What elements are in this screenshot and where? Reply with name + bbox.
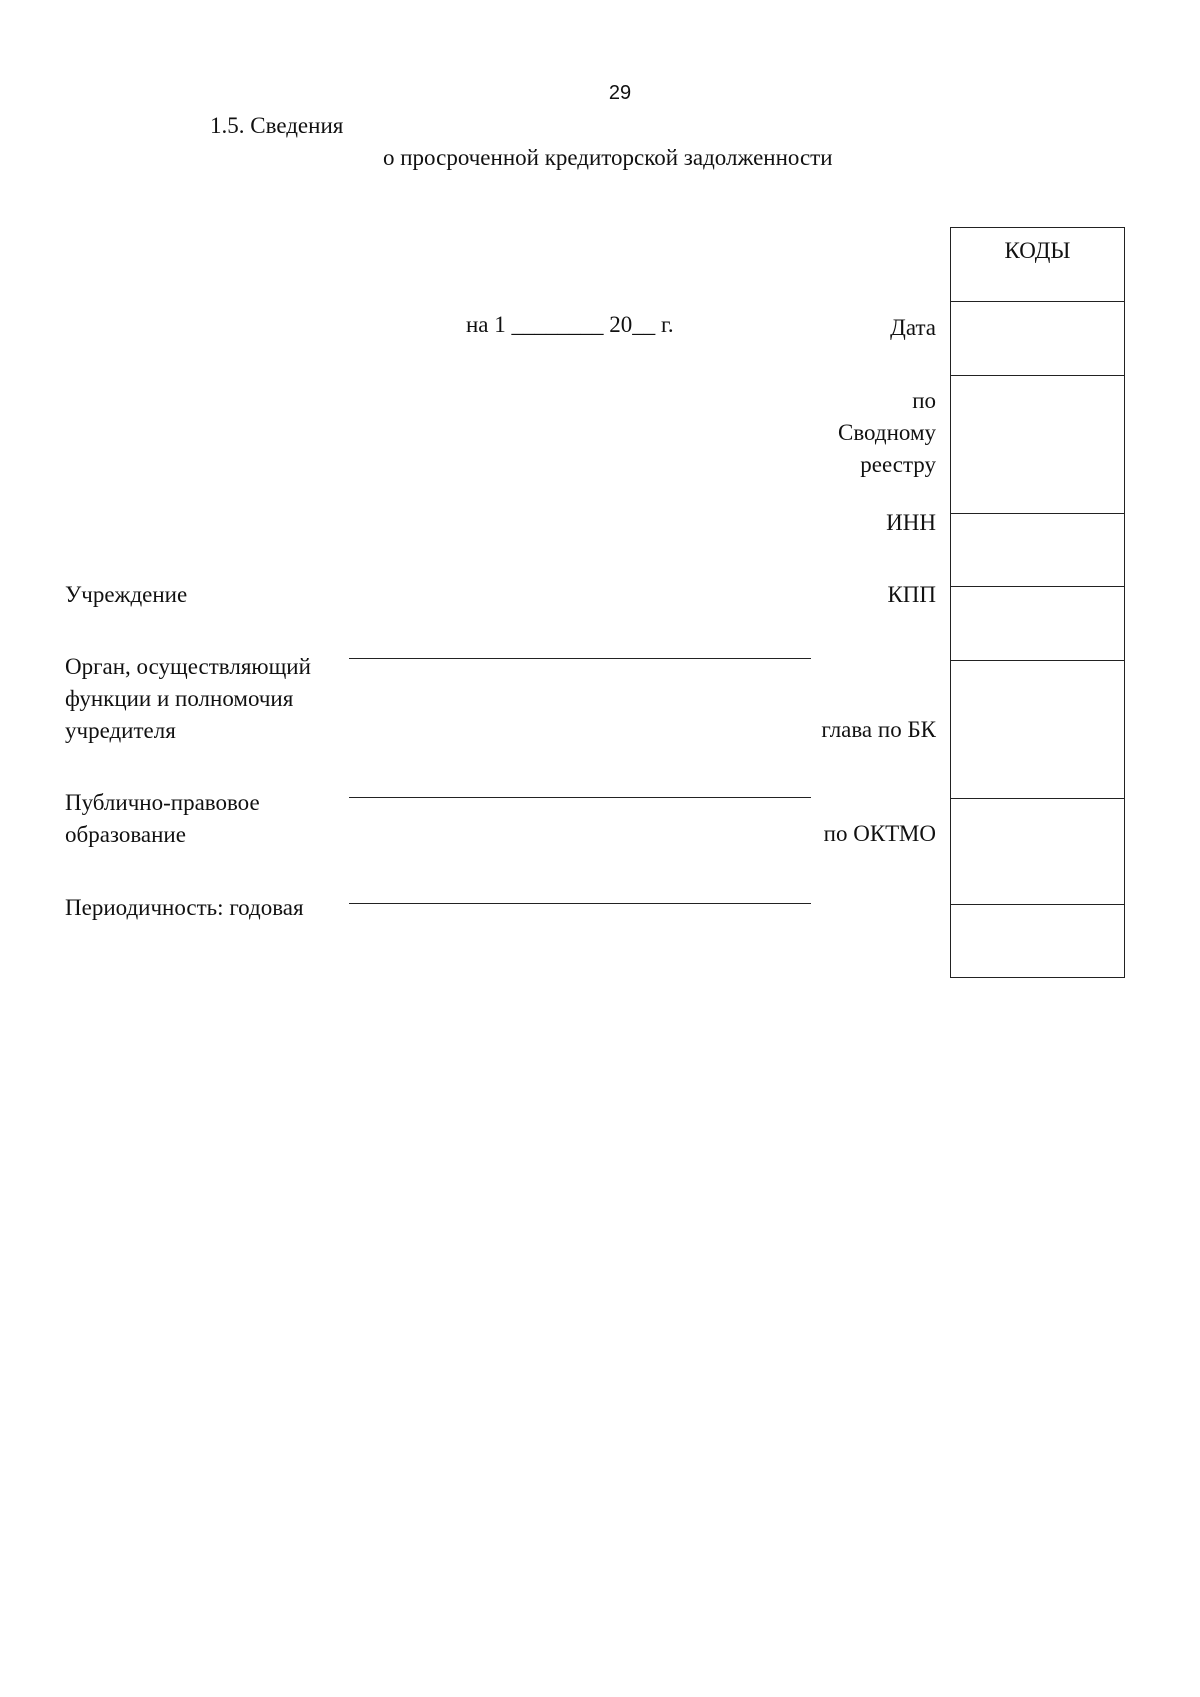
- institution-fill-line[interactable]: [349, 658, 811, 659]
- section-subtitle: о просроченной кредиторской задолженности: [383, 145, 833, 170]
- codes-table: [950, 227, 1125, 978]
- codes-row-periodicity: [951, 905, 1125, 978]
- code-cell-oktmo[interactable]: [951, 799, 1125, 905]
- code-cell-inn[interactable]: [951, 514, 1125, 587]
- codes-row-inn: [951, 514, 1125, 587]
- codes-heading: КОДЫ: [951, 228, 1125, 302]
- founder-body-fill-line[interactable]: [349, 797, 811, 798]
- public-entity-fill-line[interactable]: [349, 903, 811, 904]
- code-cell-periodicity[interactable]: [951, 905, 1125, 978]
- code-cell-registry[interactable]: [951, 376, 1125, 514]
- codes-row-kpp: [951, 587, 1125, 661]
- field-label-public-entity-line-1: Публично-правовое: [65, 790, 260, 815]
- field-label-founder-body-line-2: функции и полномочия: [65, 686, 294, 711]
- code-label-registry-line-2: Сводному: [837, 420, 936, 445]
- field-label-periodicity: Периодичность: годовая: [65, 895, 304, 920]
- codes-row-date: [951, 302, 1125, 376]
- field-label-founder-body-line-3: учредителя: [65, 718, 176, 743]
- code-label-inn: ИНН: [886, 510, 936, 535]
- report-date-line: на 1 ________ 20__ г.: [466, 312, 674, 337]
- code-label-registry-line-1: по: [912, 388, 936, 413]
- codes-row-oktmo: [951, 799, 1125, 905]
- field-label-public-entity: [65, 787, 260, 851]
- code-label-oktmo: по ОКТМО: [823, 821, 936, 846]
- code-label-registry-line-3: реестру: [860, 452, 936, 477]
- code-cell-date[interactable]: [951, 302, 1125, 376]
- code-label-bk-chapter: глава по БК: [821, 717, 936, 742]
- field-label-founder-body-line-1: Орган, осуществляющий: [65, 654, 311, 679]
- field-label-public-entity-line-2: образование: [65, 822, 186, 847]
- codes-heading-row: [951, 228, 1125, 302]
- code-cell-kpp[interactable]: [951, 587, 1125, 661]
- page-number: 29: [608, 82, 632, 104]
- codes-row-registry: [951, 376, 1125, 514]
- section-title: 1.5. Сведения: [210, 113, 344, 138]
- code-label-registry: [838, 385, 936, 481]
- code-label-date: Дата: [890, 315, 936, 340]
- codes-row-bk-chapter: [951, 661, 1125, 799]
- field-label-founder-body: [65, 651, 311, 747]
- field-label-institution: Учреждение: [65, 582, 188, 607]
- code-cell-bk-chapter[interactable]: [951, 661, 1125, 799]
- code-label-kpp: КПП: [887, 582, 936, 607]
